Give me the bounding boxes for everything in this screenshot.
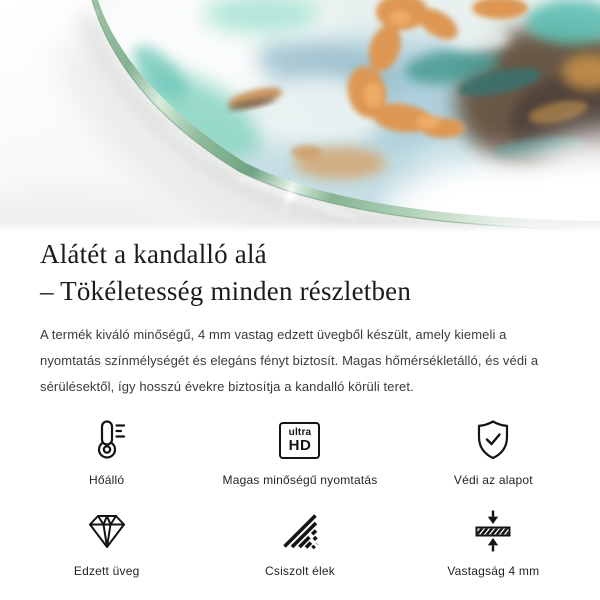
feature-thickness xyxy=(397,507,590,578)
feature-tempered-glass xyxy=(10,507,203,578)
feature-heat-resistant xyxy=(10,416,203,487)
shield-check-icon xyxy=(469,416,517,464)
feature-polished-edges xyxy=(203,507,396,578)
product-description-text: A termék kiváló minőségű, 4 mm vastag edzett üvegből készült, amely kiemeli a nyomtatás színmélységét és elegáns fényt biztosít. Magas hőmérsékletálló, és védi a sérülésektől, így hosszú évekre biztosítja a kandalló körüli teret. xyxy=(40,327,539,394)
polished-edges-icon xyxy=(276,507,324,555)
feature-label: Hőálló xyxy=(89,473,125,487)
ultra-hd-icon xyxy=(276,416,324,464)
feature-label: Vastagság 4 mm xyxy=(447,564,540,578)
glass-disc-photo xyxy=(0,0,600,232)
thickness-icon xyxy=(469,507,517,555)
product-photo xyxy=(0,0,600,232)
feature-label: Magas minőségű nyomtatás xyxy=(222,473,378,487)
photo-bottom-fade xyxy=(0,222,600,232)
ultra-hd-icon-text-bottom: HD xyxy=(288,436,312,454)
feature-label: Védi az alapot xyxy=(453,473,533,487)
title-line-1: Alátét a kandalló alá xyxy=(40,239,267,269)
title-line-2: – Tökéletesség minden részletben xyxy=(40,276,412,306)
description-section xyxy=(0,236,600,400)
feature-label: Edzett üveg xyxy=(73,564,140,578)
diamond-icon xyxy=(83,507,131,555)
ultra-hd-icon-text-top: ultra xyxy=(288,426,312,438)
page-title xyxy=(40,236,560,310)
feature-ultra-hd-print xyxy=(203,416,396,487)
features-grid xyxy=(10,416,590,578)
feature-label: Csiszolt élek xyxy=(265,564,335,578)
feature-protects-base xyxy=(397,416,590,487)
thermometer-icon xyxy=(83,416,131,464)
